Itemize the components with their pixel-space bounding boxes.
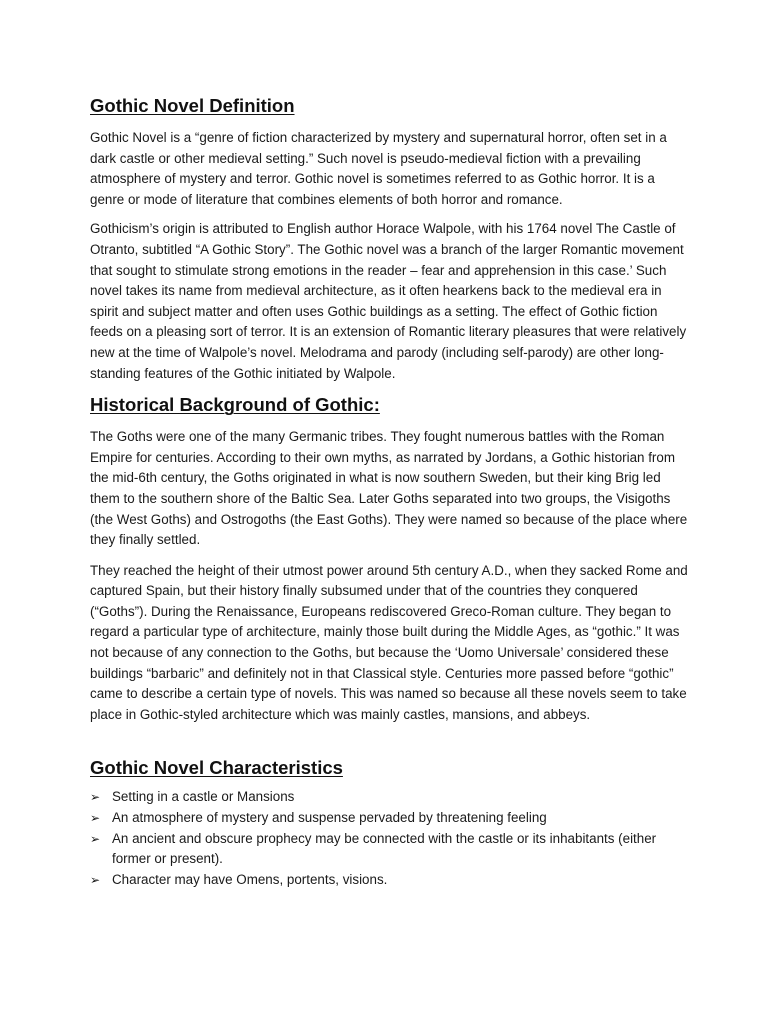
heading-gothic-novel-characteristics: Gothic Novel Characteristics bbox=[90, 757, 343, 779]
list-item-text: Setting in a castle or Mansions bbox=[112, 789, 295, 805]
paragraph-goths-tribes: The Goths were one of the many Germanic tribes. They fought numerous battles with the Roman Empire for centuries. According to their own myths, as narrated by Jordans, a Gothic historian from the mid-6th century, the Goths originated in what is now southern Sweden, but their king Brig led them to the southern shore of the Baltic Sea. Later Goths separated into two groups, the Visigoths (the West Goths) and Ostrogoths (the East Goths). They were named so because of the place where they finally settled. bbox=[90, 429, 688, 548]
arrowhead-bullet-icon: ➢ bbox=[90, 811, 101, 826]
list-item-text: An ancient and obscure prophecy may be connected with the castle or its inhabitants (either former or present). bbox=[112, 830, 657, 867]
list-item-text: Character may have Omens, portents, visions. bbox=[112, 871, 388, 887]
arrowhead-bullet-icon: ➢ bbox=[90, 872, 101, 887]
list-item bbox=[90, 808, 690, 829]
arrowhead-bullet-icon: ➢ bbox=[90, 790, 101, 805]
paragraph-goths-power-renaissance: They reached the height of their utmost power around 5th century A.D., when they sacked Rome and captured Spain, but their history finally subsumed under that of the countries they conquered (“Goths”). During the Renaissance, Europeans rediscovered Greco-Roman culture. They began to regard a particular type of architecture, mainly those built during the Middle Ages, as “gothic.” It was not because of any connection to the Goths, but because the ‘Uomo Universale’ considered these buildings “barbaric” and definitely not in that Classical style. Centuries more passed before “gothic” came to describe a certain type of novels. This was named so because all these novels seem to take place in Gothic-styled architecture which was mainly castles, mansions, and abbeys. bbox=[90, 562, 688, 722]
list-item bbox=[90, 870, 690, 891]
list-item-text: An atmosphere of mystery and suspense pervaded by threatening feeling bbox=[112, 810, 547, 826]
list-item bbox=[90, 829, 690, 870]
characteristics-list bbox=[90, 787, 690, 890]
list-item bbox=[90, 787, 690, 808]
paragraph-definition-intro: Gothic Novel is a “genre of fiction characterized by mystery and supernatural horror, often set in a dark castle or other medieval setting.” Such novel is pseudo-medieval fiction with a prevailing atmosphere of mystery and terror. Gothic novel is sometimes referred to as Gothic horror. It is a genre or mode of literature that combines elements of both horror and romance. bbox=[90, 130, 667, 207]
heading-gothic-novel-definition: Gothic Novel Definition bbox=[90, 95, 295, 116]
arrowhead-bullet-icon: ➢ bbox=[90, 831, 101, 846]
paragraph-gothicism-origin: Gothicism’s origin is attributed to English author Horace Walpole, with his 1764 novel The Castle of Otranto, subtitled “A Gothic Story”. The Gothic novel was a branch of the larger Romantic movement that sought to stimulate strong emotions in the reader – fear and apprehension in this case.’ Such novel takes its name from medieval architecture, as it often hearkens back to the medieval era in spirit and subject matter and often uses Gothic buildings as a setting. The effect of Gothic fiction feeds on a pleasing sort of terror. It is an extension of Romantic literary pleasures that were relatively new at the time of Walpole’s novel. Melodrama and parody (including self-parody) are other long-standing features of the Gothic initiated by Walpole. bbox=[90, 221, 687, 381]
heading-historical-background: Historical Background of Gothic: bbox=[90, 394, 380, 416]
document-page bbox=[90, 94, 690, 890]
